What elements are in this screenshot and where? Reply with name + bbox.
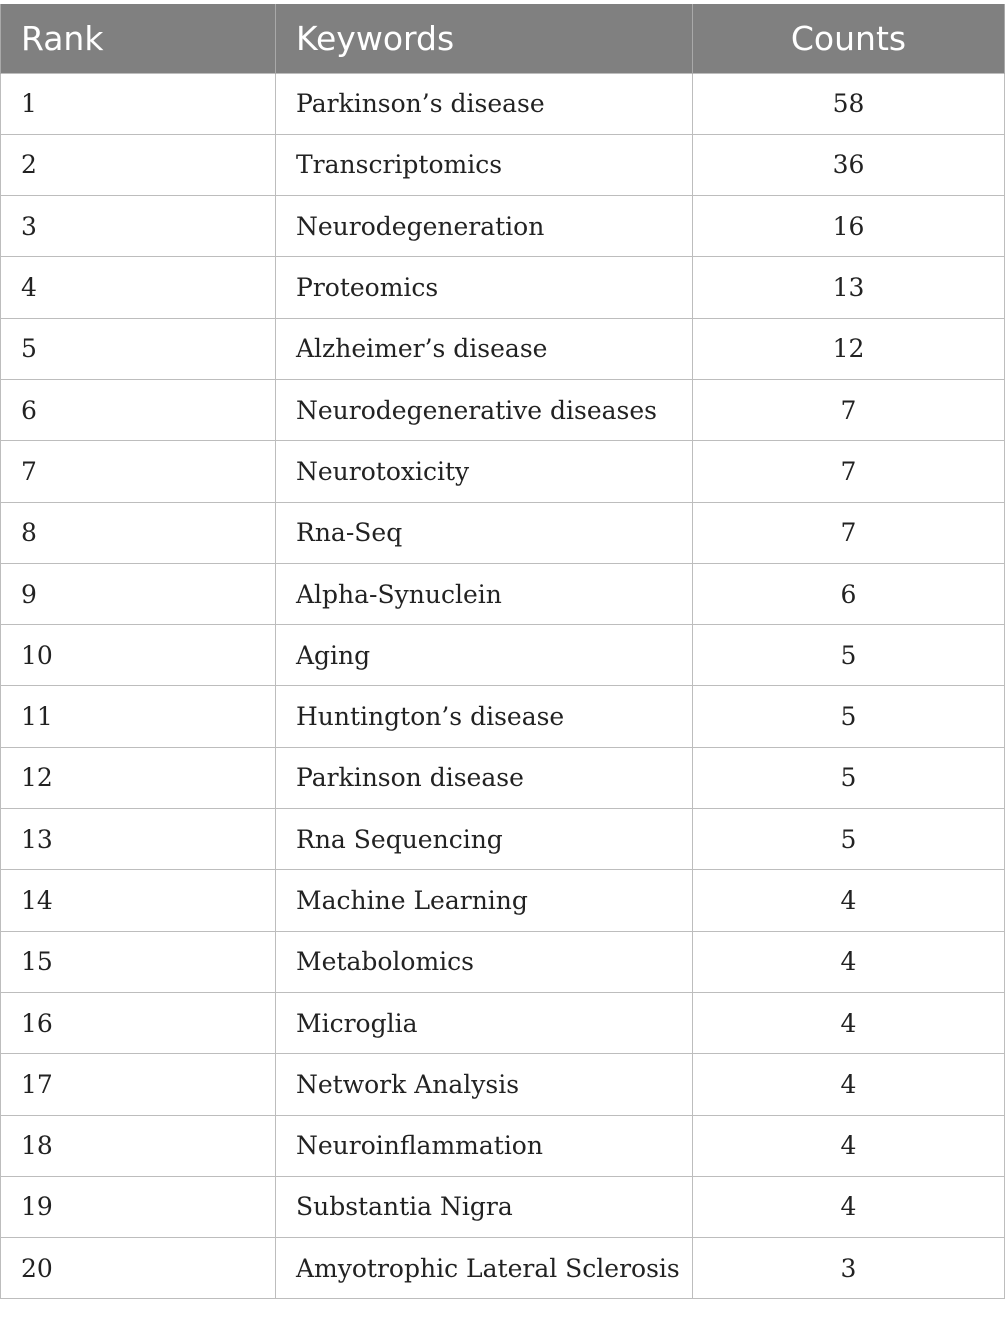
keyword-cell: Alzheimer’s disease	[276, 318, 693, 379]
rank-cell: 8	[1, 502, 276, 563]
keyword-cell: Machine Learning	[276, 870, 693, 931]
table-row	[1, 686, 1005, 747]
keyword-cell: Neuroinflammation	[276, 1115, 693, 1176]
keyword-cell: Substantia Nigra	[276, 1176, 693, 1237]
count-cell: 16	[693, 196, 1005, 257]
keyword-cell: Aging	[276, 625, 693, 686]
keyword-cell: Microglia	[276, 992, 693, 1053]
rank-cell: 1	[1, 73, 276, 134]
count-cell: 7	[693, 441, 1005, 502]
count-cell: 5	[693, 809, 1005, 870]
table-row	[1, 379, 1005, 440]
keyword-cell: Huntington’s disease	[276, 686, 693, 747]
rank-cell: 16	[1, 992, 276, 1053]
keyword-cell: Parkinson’s disease	[276, 73, 693, 134]
keywords-table-container	[0, 4, 1004, 1299]
table-header	[1, 4, 1005, 73]
header-row	[1, 4, 1005, 73]
rank-cell: 14	[1, 870, 276, 931]
table-row	[1, 1176, 1005, 1237]
rank-cell: 6	[1, 379, 276, 440]
count-cell: 7	[693, 502, 1005, 563]
keyword-cell: Rna Sequencing	[276, 809, 693, 870]
table-row	[1, 809, 1005, 870]
keyword-cell: Parkinson disease	[276, 747, 693, 808]
rank-cell: 3	[1, 196, 276, 257]
count-cell: 4	[693, 1176, 1005, 1237]
count-cell: 3	[693, 1238, 1005, 1299]
count-cell: 7	[693, 379, 1005, 440]
keywords-column-header: Keywords	[276, 4, 693, 73]
keyword-cell: Transcriptomics	[276, 134, 693, 195]
keyword-cell: Neurodegeneration	[276, 196, 693, 257]
keyword-cell: Alpha-Synuclein	[276, 563, 693, 624]
table-row	[1, 318, 1005, 379]
count-cell: 4	[693, 1054, 1005, 1115]
count-cell: 4	[693, 1115, 1005, 1176]
keyword-cell: Rna-Seq	[276, 502, 693, 563]
keyword-cell: Metabolomics	[276, 931, 693, 992]
count-cell: 58	[693, 73, 1005, 134]
count-cell: 5	[693, 686, 1005, 747]
table-row	[1, 625, 1005, 686]
count-cell: 5	[693, 747, 1005, 808]
table-row	[1, 1238, 1005, 1299]
rank-cell: 11	[1, 686, 276, 747]
table-body	[1, 73, 1005, 1299]
count-cell: 13	[693, 257, 1005, 318]
count-cell: 4	[693, 870, 1005, 931]
table-row	[1, 563, 1005, 624]
table-row	[1, 870, 1005, 931]
table-row	[1, 196, 1005, 257]
table-row	[1, 931, 1005, 992]
rank-cell: 17	[1, 1054, 276, 1115]
table-row	[1, 441, 1005, 502]
rank-cell: 10	[1, 625, 276, 686]
rank-column-header: Rank	[1, 4, 276, 73]
rank-cell: 20	[1, 1238, 276, 1299]
keyword-cell: Network Analysis	[276, 1054, 693, 1115]
table-row	[1, 73, 1005, 134]
rank-cell: 18	[1, 1115, 276, 1176]
rank-cell: 9	[1, 563, 276, 624]
keyword-cell: Amyotrophic Lateral Sclerosis	[276, 1238, 693, 1299]
keyword-cell: Neurodegenerative diseases	[276, 379, 693, 440]
table-row	[1, 1115, 1005, 1176]
rank-cell: 12	[1, 747, 276, 808]
keywords-table	[0, 4, 1005, 1299]
counts-column-header: Counts	[693, 4, 1005, 73]
keyword-cell: Neurotoxicity	[276, 441, 693, 502]
rank-cell: 4	[1, 257, 276, 318]
rank-cell: 15	[1, 931, 276, 992]
table-row	[1, 992, 1005, 1053]
rank-cell: 7	[1, 441, 276, 502]
rank-cell: 5	[1, 318, 276, 379]
count-cell: 6	[693, 563, 1005, 624]
table-row	[1, 502, 1005, 563]
count-cell: 4	[693, 992, 1005, 1053]
rank-cell: 2	[1, 134, 276, 195]
table-row	[1, 257, 1005, 318]
count-cell: 12	[693, 318, 1005, 379]
rank-cell: 13	[1, 809, 276, 870]
table-row	[1, 747, 1005, 808]
rank-cell: 19	[1, 1176, 276, 1237]
keyword-cell: Proteomics	[276, 257, 693, 318]
count-cell: 36	[693, 134, 1005, 195]
table-row	[1, 134, 1005, 195]
count-cell: 4	[693, 931, 1005, 992]
table-row	[1, 1054, 1005, 1115]
count-cell: 5	[693, 625, 1005, 686]
